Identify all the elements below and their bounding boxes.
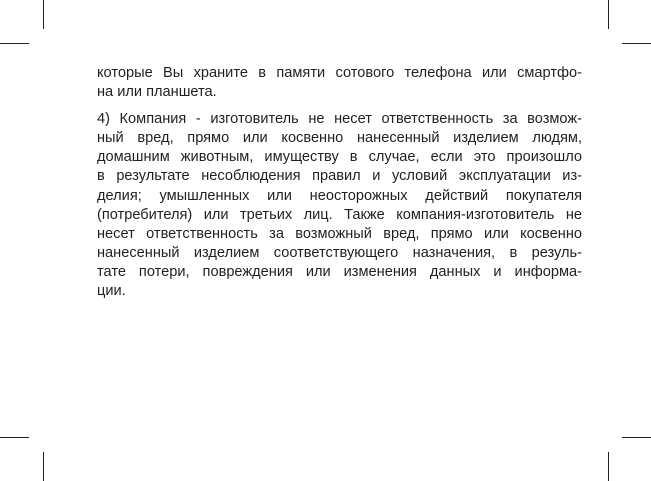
crop-mark-top-left-horizontal — [0, 43, 29, 44]
crop-mark-top-right-vertical — [608, 0, 609, 29]
crop-mark-bottom-left-horizontal — [0, 437, 29, 438]
text-line: делия; умышленных или неосторожных действий покупателя — [97, 187, 582, 204]
crop-mark-top-right-horizontal — [622, 43, 651, 44]
paragraph-continuation — [97, 64, 582, 102]
text-line: (потребителя) или третьих лиц. Также компания-изготовитель не — [97, 206, 582, 223]
crop-mark-bottom-right-vertical — [608, 452, 609, 481]
text-line: в результате несоблюдения правил и условий эксплуатации из- — [97, 168, 582, 185]
text-line: несет ответственность за возможный вред, прямо или косвенно — [97, 225, 582, 242]
text-line: домашним животным, имуществу в случае, если это произошло — [97, 149, 582, 166]
crop-mark-bottom-right-horizontal — [622, 437, 651, 438]
text-line: тате потери, повреждения или изменения данных и информа- — [97, 263, 582, 280]
text-line: ции. — [97, 283, 126, 300]
text-line: ный вред, прямо или косвенно нанесенный изделием людям, — [97, 130, 582, 147]
text-line: на или планшета. — [97, 84, 217, 101]
crop-mark-top-left-vertical — [43, 0, 44, 29]
text-line: 4) Компания - изготовитель не несет ответственность за возмож- — [97, 111, 582, 128]
text-line: которые Вы храните в памяти сотового телефона или смартфо- — [97, 65, 582, 81]
paragraph-gap — [97, 102, 582, 110]
text-line: нанесенный изделием соответствующего назначения, в резуль- — [97, 244, 582, 261]
paragraph-4-liability — [97, 110, 582, 301]
page-body — [97, 64, 582, 301]
crop-mark-bottom-left-vertical — [43, 452, 44, 481]
